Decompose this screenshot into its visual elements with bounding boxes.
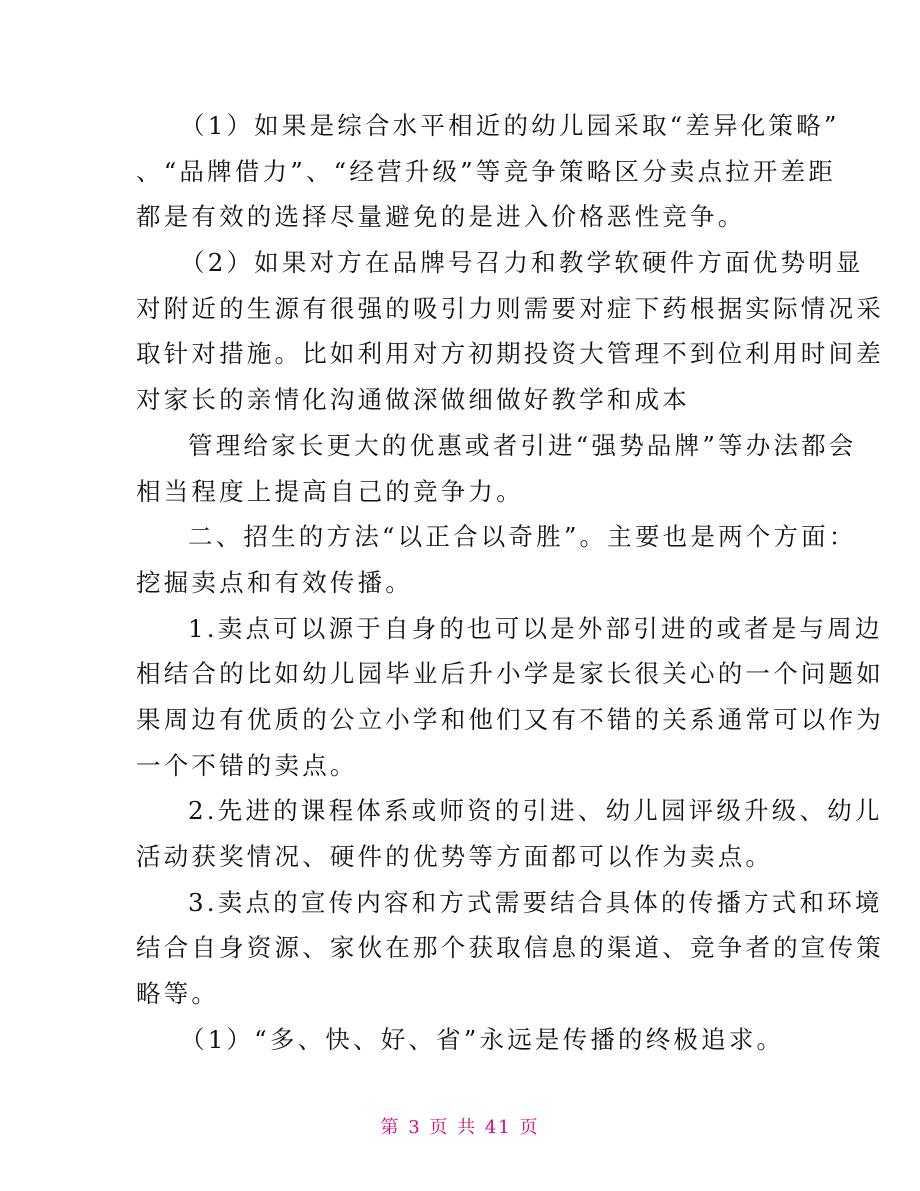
paragraph-line: 1.卖点可以源于自身的也可以是外部引进的或者是与周边: [188, 613, 883, 643]
paragraph-line: 都是有效的选择尽量避免的是进入价格恶性竞争。: [136, 202, 746, 232]
paragraph-line: （2）如果对方在品牌号召力和教学软硬件方面优势明显: [180, 248, 864, 278]
paragraph-8: [136, 1017, 792, 1063]
paragraph-line: 挖掘卖点和有效传播。: [136, 567, 413, 597]
paragraph-line: 相当程度上提高自己的竞争力。: [136, 476, 524, 506]
paragraph-3: [136, 423, 857, 514]
paragraph-line: 、“品牌借力”、“经营升级”等竞争策略区分卖点拉开差距: [136, 156, 836, 186]
paragraph-line: 一个不错的卖点。: [136, 750, 358, 780]
paragraph-line: 取针对措施。比如利用对方初期投资大管理不到位利用时间差: [136, 339, 884, 369]
paragraph-5: [136, 606, 884, 789]
paragraph-2: [136, 240, 884, 423]
paragraph-line: 对家长的亲情化沟通做深做细做好教学和成本: [136, 385, 690, 415]
paragraph-line: 结合自身资源、家伙在那个获取信息的渠道、竞争者的宣传策: [136, 933, 884, 963]
paragraph-line: 果周边有优质的公立小学和他们又有不错的关系通常可以作为: [136, 704, 884, 734]
paragraph-line: 3.卖点的宣传内容和方式需要结合具体的传播方式和环境: [188, 887, 883, 917]
paragraph-line: 对附近的生源有很强的吸引力则需要对症下药根据实际情况采: [136, 293, 884, 323]
paragraph-line: （1）如果是综合水平相近的幼儿园采取“差异化策略”: [180, 111, 840, 140]
paragraph-6: [136, 788, 883, 879]
paragraph-1: [136, 103, 840, 240]
paragraph-line: 二、招生的方法“以正合以奇胜”。主要也是两个方面：: [188, 522, 857, 552]
paragraph-line: 相结合的比如幼儿园毕业后升小学是家长很关心的一个问题如: [136, 659, 884, 689]
paragraph-line: （1）“多、快、好、省”永远是传播的终极追求。: [180, 1024, 785, 1054]
paragraph-line: 活动获奖情况、硬件的优势等方面都可以作为卖点。: [136, 842, 774, 871]
page-number-footer: 第 3 页 共 41 页: [380, 1117, 540, 1138]
paragraph-line: 2.先进的课程体系或师资的引进、幼儿园评级升级、幼儿: [188, 796, 883, 826]
paragraph-line: 管理给家长更大的优惠或者引进“强势品牌”等办法都会: [188, 430, 857, 460]
paragraph-line: 略等。: [136, 979, 220, 1009]
document-body: [136, 103, 884, 1062]
paragraph-4: [136, 514, 857, 605]
paragraph-7: [136, 880, 884, 1017]
